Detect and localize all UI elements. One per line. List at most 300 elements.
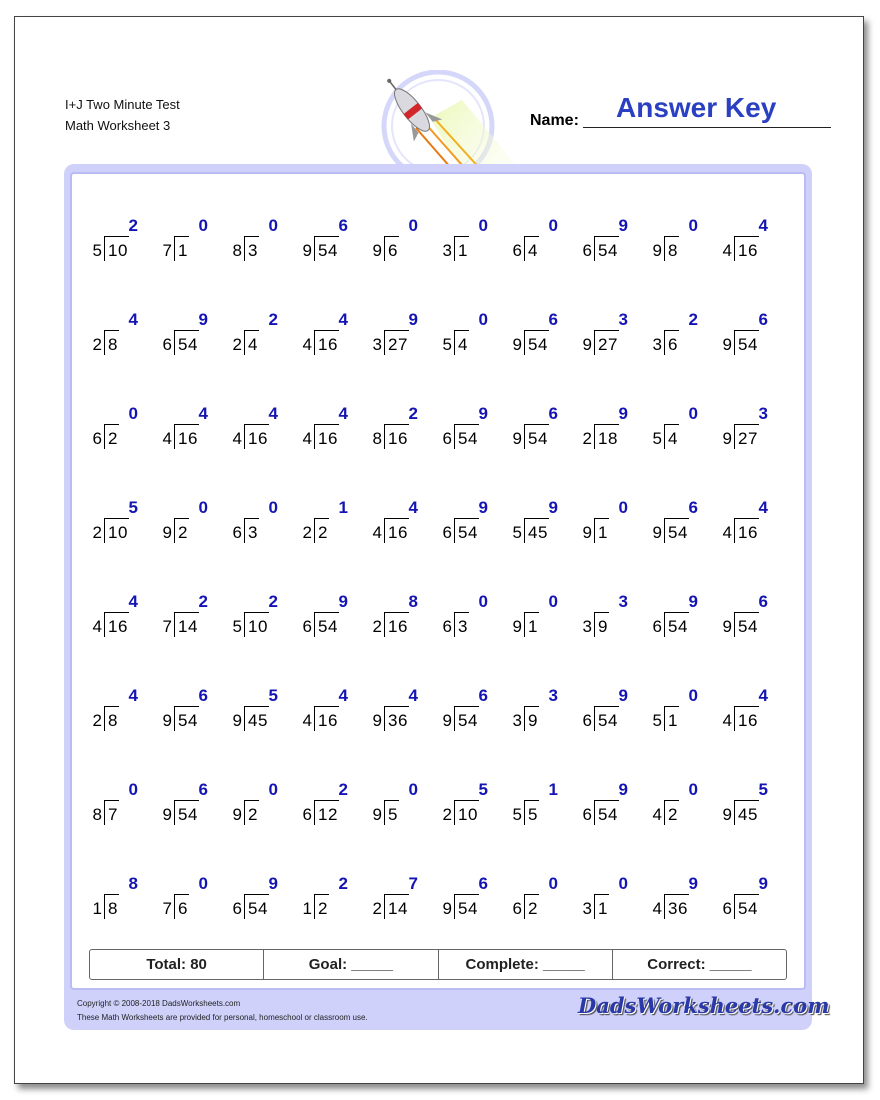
quotient-answer: 0 — [128, 780, 138, 799]
dividend: 8 — [104, 894, 119, 919]
divisor: 4 — [722, 523, 732, 542]
division-problem — [80, 588, 150, 682]
dividend: 54 — [454, 518, 479, 543]
quotient-answer: 4 — [128, 686, 138, 705]
divisor: 3 — [652, 335, 662, 354]
division-problem — [570, 306, 640, 400]
division-problem — [290, 588, 360, 682]
division-problem — [710, 306, 780, 400]
quotient-answer: 0 — [478, 310, 488, 329]
quotient-answer: 5 — [478, 780, 488, 799]
dividend: 54 — [594, 236, 619, 261]
dividend: 45 — [244, 706, 269, 731]
dividend: 2 — [104, 424, 119, 449]
quotient-answer: 4 — [408, 686, 418, 705]
quotient-answer: 2 — [338, 780, 348, 799]
dividend: 4 — [454, 330, 469, 355]
division-problem — [500, 212, 570, 306]
quotient-answer: 9 — [618, 780, 628, 799]
dividend: 54 — [524, 330, 549, 355]
divisor: 5 — [512, 523, 522, 542]
dividend: 2 — [174, 518, 189, 543]
divisor: 2 — [232, 335, 242, 354]
division-problem — [220, 494, 290, 588]
quotient-answer: 6 — [548, 310, 558, 329]
dividend: 10 — [104, 518, 129, 543]
divisor: 9 — [442, 711, 452, 730]
quotient-answer: 0 — [268, 216, 278, 235]
dividend: 1 — [524, 612, 539, 637]
division-problem — [430, 212, 500, 306]
quotient-answer: 2 — [268, 592, 278, 611]
division-problem — [360, 682, 430, 776]
dividend: 10 — [104, 236, 129, 261]
worksheet-subtitle: Math Worksheet 3 — [65, 118, 171, 133]
dividend: 54 — [594, 706, 619, 731]
quotient-answer: 0 — [198, 874, 208, 893]
dividend: 27 — [734, 424, 759, 449]
division-problem — [500, 682, 570, 776]
division-problem — [80, 212, 150, 306]
quotient-answer: 4 — [408, 498, 418, 517]
dividend: 27 — [594, 330, 619, 355]
dividend: 9 — [594, 612, 609, 637]
division-problem — [710, 212, 780, 306]
quotient-answer: 1 — [338, 498, 348, 517]
divisor: 3 — [582, 899, 592, 918]
quotient-answer: 0 — [688, 780, 698, 799]
brand-logo: DadsWorksheets.com — [578, 993, 830, 1018]
quotient-answer: 6 — [758, 592, 768, 611]
quotient-answer: 9 — [618, 686, 628, 705]
problem-grid — [80, 212, 780, 932]
division-problem — [570, 212, 640, 306]
dividend: 54 — [314, 612, 339, 637]
division-problem — [360, 588, 430, 682]
dividend: 45 — [734, 800, 759, 825]
division-problem — [290, 212, 360, 306]
dividend: 1 — [594, 518, 609, 543]
division-problem — [570, 400, 640, 494]
division-problem — [220, 588, 290, 682]
divisor: 6 — [582, 241, 592, 260]
division-problem — [430, 588, 500, 682]
divisor: 4 — [302, 429, 312, 448]
quotient-answer: 6 — [478, 686, 488, 705]
division-problem — [430, 400, 500, 494]
name-field-line — [583, 127, 831, 128]
dividend: 16 — [244, 424, 269, 449]
division-problem — [360, 212, 430, 306]
divisor: 9 — [372, 241, 382, 260]
quotient-answer: 3 — [618, 592, 628, 611]
divisor: 9 — [652, 523, 662, 542]
division-problem — [80, 494, 150, 588]
dividend: 6 — [384, 236, 399, 261]
division-problem — [220, 400, 290, 494]
dividend: 18 — [594, 424, 619, 449]
dividend: 5 — [384, 800, 399, 825]
divisor: 9 — [162, 805, 172, 824]
division-problem — [570, 588, 640, 682]
quotient-answer: 4 — [268, 404, 278, 423]
divisor: 8 — [92, 805, 102, 824]
dividend: 9 — [524, 706, 539, 731]
quotient-answer: 0 — [548, 874, 558, 893]
division-problem — [220, 776, 290, 870]
quotient-answer: 4 — [198, 404, 208, 423]
dividend: 10 — [244, 612, 269, 637]
quotient-answer: 5 — [758, 780, 768, 799]
quotient-answer: 0 — [548, 592, 558, 611]
dividend: 10 — [454, 800, 479, 825]
division-problem — [360, 494, 430, 588]
dividend: 16 — [104, 612, 129, 637]
division-problem — [430, 776, 500, 870]
divisor: 6 — [162, 335, 172, 354]
quotient-answer: 0 — [618, 874, 628, 893]
quotient-answer: 4 — [758, 498, 768, 517]
division-problem — [150, 776, 220, 870]
division-problem — [640, 682, 710, 776]
quotient-answer: 0 — [408, 780, 418, 799]
divisor: 5 — [512, 805, 522, 824]
division-problem — [500, 776, 570, 870]
divisor: 8 — [232, 241, 242, 260]
divisor: 8 — [372, 429, 382, 448]
dividend: 1 — [594, 894, 609, 919]
quotient-answer: 9 — [618, 216, 628, 235]
dividend: 54 — [734, 330, 759, 355]
quotient-answer: 3 — [758, 404, 768, 423]
dividend: 14 — [174, 612, 199, 637]
division-problem — [640, 588, 710, 682]
dividend: 16 — [384, 612, 409, 637]
dividend: 54 — [174, 706, 199, 731]
divisor: 7 — [162, 899, 172, 918]
quotient-answer: 9 — [758, 874, 768, 893]
dividend: 3 — [244, 236, 259, 261]
divisor: 6 — [302, 805, 312, 824]
dividend: 54 — [594, 800, 619, 825]
dividend: 1 — [664, 706, 679, 731]
dividend: 45 — [524, 518, 549, 543]
division-problem — [640, 494, 710, 588]
division-problem — [500, 494, 570, 588]
division-problem — [360, 400, 430, 494]
division-problem — [640, 776, 710, 870]
quotient-answer: 4 — [128, 592, 138, 611]
goal-field: Goal: _____ — [264, 950, 438, 979]
division-problem — [150, 682, 220, 776]
dividend: 16 — [734, 518, 759, 543]
dividend: 3 — [454, 612, 469, 637]
division-problem — [80, 682, 150, 776]
dividend: 54 — [454, 706, 479, 731]
division-problem — [220, 212, 290, 306]
dividend: 14 — [384, 894, 409, 919]
dividend: 16 — [174, 424, 199, 449]
quotient-answer: 9 — [478, 404, 488, 423]
quotient-answer: 3 — [548, 686, 558, 705]
divisor: 2 — [92, 711, 102, 730]
divisor: 5 — [652, 711, 662, 730]
quotient-answer: 0 — [198, 216, 208, 235]
correct-field: Correct: _____ — [647, 956, 752, 973]
divisor: 7 — [162, 617, 172, 636]
division-problem — [640, 400, 710, 494]
quotient-answer: 4 — [338, 310, 348, 329]
quotient-answer: 9 — [478, 498, 488, 517]
division-problem — [430, 494, 500, 588]
quotient-answer: 2 — [408, 404, 418, 423]
divisor: 9 — [512, 617, 522, 636]
quotient-answer: 9 — [338, 592, 348, 611]
quotient-answer: 9 — [688, 874, 698, 893]
dividend: 16 — [734, 706, 759, 731]
divisor: 2 — [92, 523, 102, 542]
divisor: 9 — [722, 429, 732, 448]
divisor: 2 — [302, 523, 312, 542]
quotient-answer: 6 — [478, 874, 488, 893]
divisor: 9 — [722, 617, 732, 636]
divisor: 5 — [652, 429, 662, 448]
dividend: 6 — [174, 894, 189, 919]
division-problem — [640, 212, 710, 306]
divisor: 9 — [372, 711, 382, 730]
quotient-answer: 2 — [338, 874, 348, 893]
quotient-answer: 4 — [338, 404, 348, 423]
dividend: 16 — [734, 236, 759, 261]
division-problem — [430, 306, 500, 400]
dividend: 54 — [524, 424, 549, 449]
quotient-answer: 8 — [128, 874, 138, 893]
quotient-answer: 0 — [198, 498, 208, 517]
divisor: 9 — [442, 899, 452, 918]
quotient-answer: 4 — [338, 686, 348, 705]
divisor: 9 — [232, 711, 242, 730]
quotient-answer: 0 — [408, 216, 418, 235]
divisor: 2 — [92, 335, 102, 354]
division-problem — [290, 682, 360, 776]
dividend: 1 — [454, 236, 469, 261]
dividend: 16 — [314, 330, 339, 355]
division-problem — [220, 306, 290, 400]
quotient-answer: 0 — [688, 404, 698, 423]
divisor: 9 — [512, 335, 522, 354]
score-bar — [89, 949, 787, 980]
worksheet-title: I+J Two Minute Test — [65, 97, 180, 112]
division-problem — [500, 400, 570, 494]
dividend: 2 — [314, 894, 329, 919]
dividend: 54 — [664, 612, 689, 637]
quotient-answer: 9 — [548, 498, 558, 517]
quotient-answer: 6 — [198, 780, 208, 799]
usage-notice: These Math Worksheets are provided for personal, homeschool or classroom use. — [77, 1013, 368, 1022]
division-problem — [80, 400, 150, 494]
dividend: 54 — [314, 236, 339, 261]
divisor: 9 — [582, 335, 592, 354]
quotient-answer: 6 — [758, 310, 768, 329]
division-problem — [710, 494, 780, 588]
divisor: 3 — [512, 711, 522, 730]
divisor: 3 — [372, 335, 382, 354]
divisor: 9 — [302, 241, 312, 260]
division-problem — [80, 306, 150, 400]
dividend: 4 — [244, 330, 259, 355]
quotient-answer: 6 — [198, 686, 208, 705]
division-problem — [290, 306, 360, 400]
dividend: 2 — [524, 894, 539, 919]
divisor: 4 — [372, 523, 382, 542]
divisor: 9 — [722, 335, 732, 354]
dividend: 16 — [384, 424, 409, 449]
divisor: 4 — [302, 335, 312, 354]
dividend: 16 — [384, 518, 409, 543]
quotient-answer: 6 — [548, 404, 558, 423]
quotient-answer: 0 — [548, 216, 558, 235]
divisor: 1 — [92, 899, 102, 918]
divisor: 9 — [372, 805, 382, 824]
quotient-answer: 0 — [688, 686, 698, 705]
quotient-answer: 0 — [268, 780, 278, 799]
quotient-answer: 0 — [128, 404, 138, 423]
divisor: 6 — [442, 523, 452, 542]
quotient-answer: 6 — [688, 498, 698, 517]
dividend: 27 — [384, 330, 409, 355]
quotient-answer: 0 — [268, 498, 278, 517]
divisor: 9 — [722, 805, 732, 824]
divisor: 9 — [512, 429, 522, 448]
quotient-answer: 9 — [198, 310, 208, 329]
quotient-answer: 5 — [128, 498, 138, 517]
divisor: 4 — [232, 429, 242, 448]
division-problem — [500, 588, 570, 682]
divisor: 6 — [442, 617, 452, 636]
division-problem — [80, 776, 150, 870]
dividend: 6 — [664, 330, 679, 355]
dividend: 36 — [384, 706, 409, 731]
divisor: 2 — [582, 429, 592, 448]
divisor: 6 — [582, 805, 592, 824]
dividend: 54 — [174, 800, 199, 825]
division-problem — [710, 588, 780, 682]
dividend: 8 — [664, 236, 679, 261]
dividend: 2 — [244, 800, 259, 825]
division-problem — [570, 682, 640, 776]
dividend: 3 — [244, 518, 259, 543]
dividend: 16 — [314, 424, 339, 449]
complete-field: Complete: _____ — [439, 950, 613, 979]
quotient-answer: 8 — [408, 592, 418, 611]
divisor: 9 — [162, 523, 172, 542]
divisor: 2 — [372, 899, 382, 918]
divisor: 4 — [92, 617, 102, 636]
quotient-answer: 2 — [198, 592, 208, 611]
division-problem — [290, 400, 360, 494]
division-problem — [500, 306, 570, 400]
divisor: 4 — [722, 711, 732, 730]
divisor: 6 — [582, 711, 592, 730]
dividend: 12 — [314, 800, 339, 825]
dividend: 4 — [524, 236, 539, 261]
division-problem — [220, 682, 290, 776]
divisor: 6 — [232, 523, 242, 542]
quotient-answer: 0 — [478, 592, 488, 611]
dividend: 7 — [104, 800, 119, 825]
quotient-answer: 9 — [618, 404, 628, 423]
division-problem — [710, 776, 780, 870]
quotient-answer: 6 — [338, 216, 348, 235]
quotient-answer: 0 — [478, 216, 488, 235]
quotient-answer: 9 — [688, 592, 698, 611]
dividend: 4 — [664, 424, 679, 449]
divisor: 3 — [442, 241, 452, 260]
dividend: 54 — [664, 518, 689, 543]
divisor: 5 — [442, 335, 452, 354]
quotient-answer: 9 — [408, 310, 418, 329]
divisor: 5 — [92, 241, 102, 260]
divisor: 6 — [442, 429, 452, 448]
quotient-answer: 0 — [618, 498, 628, 517]
quotient-answer: 7 — [408, 874, 418, 893]
dividend: 8 — [104, 706, 119, 731]
division-problem — [430, 682, 500, 776]
division-problem — [570, 494, 640, 588]
dividend: 54 — [454, 424, 479, 449]
divisor: 5 — [232, 617, 242, 636]
dividend: 1 — [174, 236, 189, 261]
copyright-text: Copyright © 2008-2018 DadsWorksheets.com — [77, 999, 241, 1008]
division-problem — [360, 306, 430, 400]
division-problem — [290, 494, 360, 588]
divisor: 4 — [652, 899, 662, 918]
division-problem — [150, 212, 220, 306]
divisor: 2 — [372, 617, 382, 636]
quotient-answer: 1 — [548, 780, 558, 799]
division-problem — [150, 588, 220, 682]
division-problem — [570, 776, 640, 870]
dividend: 2 — [664, 800, 679, 825]
quotient-answer: 3 — [618, 310, 628, 329]
divisor: 6 — [652, 617, 662, 636]
division-problem — [710, 682, 780, 776]
quotient-answer: 2 — [128, 216, 138, 235]
dividend: 54 — [244, 894, 269, 919]
divisor: 3 — [582, 617, 592, 636]
quotient-answer: 4 — [128, 310, 138, 329]
divisor: 6 — [92, 429, 102, 448]
divisor: 6 — [512, 899, 522, 918]
name-label: Name: — [530, 112, 579, 129]
divisor: 9 — [582, 523, 592, 542]
division-problem — [150, 494, 220, 588]
answer-key-title: Answer Key — [616, 92, 777, 123]
total-count: Total: 80 — [90, 950, 264, 979]
division-problem — [640, 306, 710, 400]
dividend: 36 — [664, 894, 689, 919]
division-problem — [150, 306, 220, 400]
divisor: 4 — [722, 241, 732, 260]
divisor: 9 — [162, 711, 172, 730]
quotient-answer: 0 — [688, 216, 698, 235]
dividend: 54 — [454, 894, 479, 919]
divisor: 6 — [302, 617, 312, 636]
divisor: 9 — [652, 241, 662, 260]
dividend: 8 — [104, 330, 119, 355]
divisor: 4 — [302, 711, 312, 730]
division-problem — [290, 776, 360, 870]
